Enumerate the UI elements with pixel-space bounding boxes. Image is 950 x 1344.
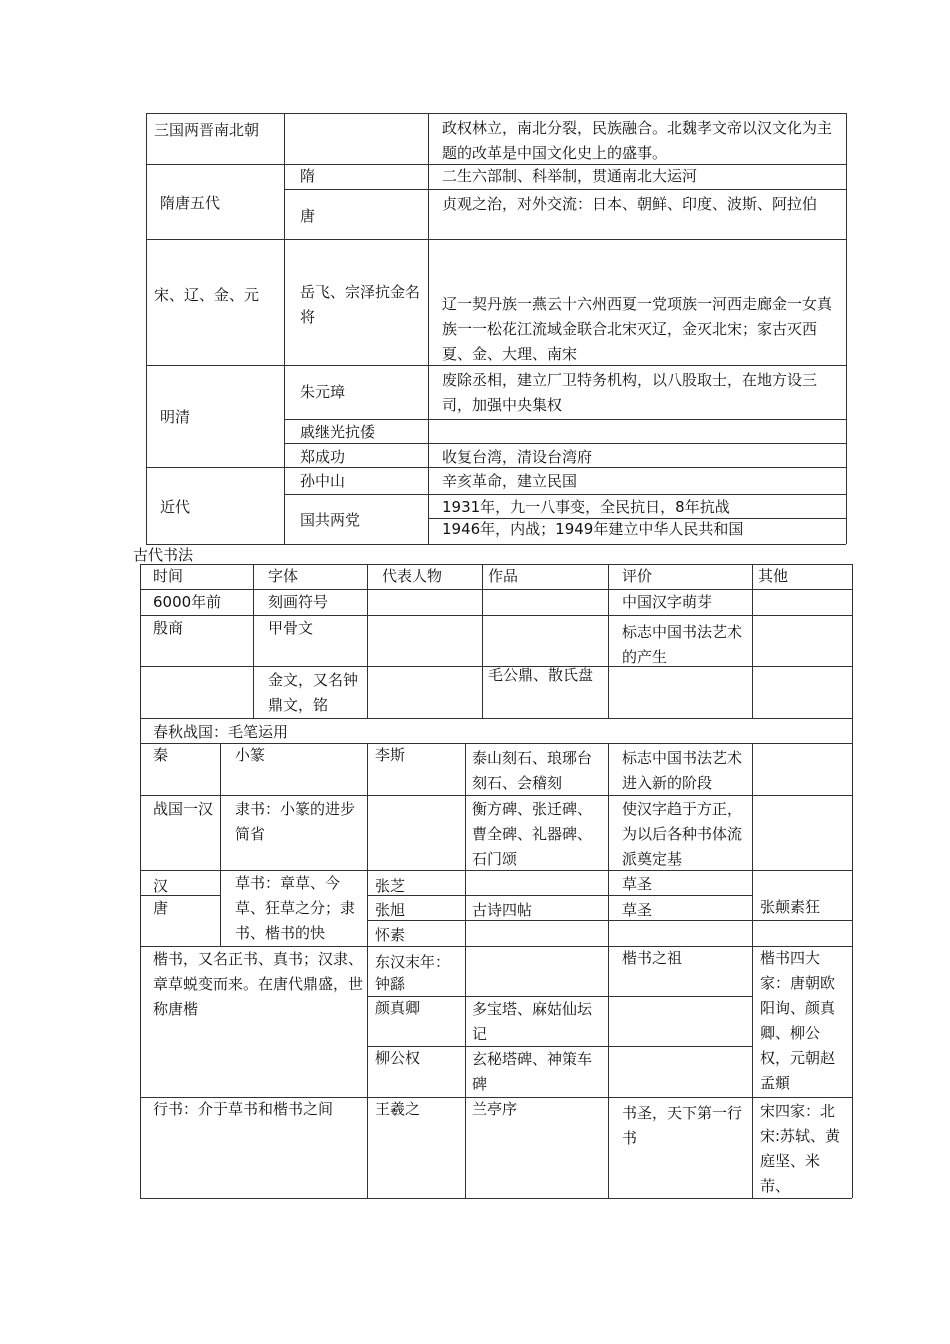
t2-r6-time: 战国一汉 [153, 800, 214, 818]
t2-header-person: 代表人物 [382, 567, 443, 585]
t2-header-other: 其他 [758, 567, 789, 585]
t2-header-eval: 评价 [622, 567, 653, 585]
t2-r3-works: 毛公鼎、散氏盘 [488, 666, 594, 684]
t2-r8-other: 楷书四大家：唐朝欧阳询、颜真卿、柳公权，元朝赵孟頫 [760, 949, 836, 1092]
t2-r9-eval: 书圣，天下第一行书 [622, 1104, 743, 1147]
t2-r9-other: 宋四家：北宋:苏轼、黄庭坚、米芾、 [760, 1102, 841, 1195]
t1-desc-guogong-2: 1946年，内战；1949年建立中华人民共和国 [442, 520, 744, 538]
t2-r7-eval-2: 草圣 [622, 901, 653, 919]
t1-name-sunzhongshan: 孙中山 [300, 472, 346, 490]
t2-r7-person-2: 张旭 [375, 901, 406, 919]
t2-r6-works: 衡方碑、张迁碑、曹全碑、礼器碑、石门颂 [472, 800, 593, 868]
t1-desc-sanguo: 政权林立，南北分裂，民族融合。北魏孝文帝以汉文化为主题的改革是中国文化史上的盛事。 [442, 119, 833, 162]
t2-header-works: 作品 [488, 567, 519, 585]
t2-r2-time: 殷商 [153, 619, 184, 637]
t1-desc-sunzhongshan: 辛亥革命，建立民国 [442, 472, 578, 490]
t1-name-yuefei: 岳飞、宗泽抗金名将 [300, 283, 421, 326]
t2-r7-font: 草书：章草、今草、狂草之分；隶书、楷书的快 [235, 874, 356, 942]
t2-r9-works: 兰亭序 [472, 1100, 518, 1118]
section-title: 古代书法 [133, 546, 194, 564]
t1-desc-zhuyuanzhang: 废除丞相，建立厂卫特务机构，以八股取士，在地方设三司，加强中央集权 [442, 371, 818, 414]
t2-r1-time: 6000年前 [153, 593, 222, 611]
t1-name-qijiguang: 戚继光抗倭 [300, 423, 376, 441]
t1-name-guogong: 国共两党 [300, 511, 361, 529]
t2-r9-person: 王羲之 [375, 1100, 421, 1118]
t2-r8-desc: 楷书，又名正书、真书；汉隶、章草蜕变而来。在唐代鼎盛，世称唐楷 [153, 950, 364, 1018]
t2-r5-works: 泰山刻石、琅琊台刻石、会稽刻 [472, 749, 593, 792]
t1-name-sui: 隋 [300, 167, 316, 185]
t2-r8-works-2: 多宝塔、麻姑仙坛记 [472, 1000, 593, 1043]
t2-r7-person-3: 怀素 [375, 926, 406, 944]
t1-desc-song: 辽一契丹族一燕云十六州西夏一党项族一河西走廊金一女真族一一松花江流域金联合北宋灭辽，金灭北宋；家古灭西夏、金、大理、南宋 [442, 295, 833, 363]
t1-desc-guogong-1: 1931年，九一八事变，全民抗日，8年抗战 [442, 498, 730, 516]
t1-name-zhengchenggong: 郑成功 [300, 448, 346, 466]
t2-header-time: 时间 [153, 567, 184, 585]
t1-era-jindai: 近代 [160, 498, 191, 516]
t2-r7-works-2: 古诗四帖 [472, 901, 533, 919]
t2-r8-person-1: 东汉末年：钟繇 [375, 953, 451, 993]
t2-r5-font: 小篆 [235, 746, 266, 764]
t2-r2-eval: 标志中国书法艺术的产生 [622, 623, 743, 666]
t1-era-mingqing: 明清 [160, 408, 191, 426]
t1-desc-zhengchenggong: 收复台湾，清设台湾府 [442, 448, 593, 466]
t1-desc-sui: 二生六部制、科举制，贯通南北大运河 [442, 167, 698, 185]
t2-r1-eval: 中国汉字萌芽 [622, 593, 713, 611]
t2-r8-eval-1: 楷书之祖 [622, 949, 683, 967]
t2-r7-eval-1: 草圣 [622, 875, 653, 893]
t2-r7-time-han: 汉 [153, 877, 169, 895]
t2-r3-font: 金文，又名钟鼎文，铭 [268, 671, 359, 714]
t2-r6-eval: 使汉字趋于方正，为以后各种书体流派奠定基 [622, 800, 743, 868]
t2-r8-person-3: 柳公权 [375, 1049, 421, 1067]
t1-desc-tang: 贞观之治，对外交流：日本、朝鲜、印度、波斯、阿拉伯 [442, 195, 818, 213]
t1-era-suitang: 隋唐五代 [160, 194, 221, 212]
t2-r8-person-2: 颜真卿 [375, 999, 421, 1017]
t2-r6-font: 隶书：小篆的进步简省 [235, 800, 356, 843]
t1-era-song: 宋、辽、金、元 [154, 286, 260, 304]
t1-era-sanguo: 三国两晋南北朝 [154, 121, 260, 139]
t2-r2-font: 甲骨文 [268, 619, 314, 637]
t2-r8-works-3: 玄秘塔碑、神策车碑 [472, 1050, 593, 1093]
t1-name-zhuyuanzhang: 朱元璋 [300, 383, 346, 401]
t2-r1-font: 刻画符号 [268, 593, 329, 611]
t2-r4-full: 春秋战国：毛笔运用 [153, 723, 289, 741]
t2-header-font: 字体 [268, 567, 299, 585]
t2-r7-time-tang: 唐 [153, 899, 169, 917]
t1-name-tang: 唐 [300, 207, 316, 225]
t2-r5-time: 秦 [153, 746, 169, 764]
t2-r9-desc: 行书：介于草书和楷书之间 [153, 1100, 334, 1118]
t2-r5-person: 李斯 [375, 746, 406, 764]
t2-r5-eval: 标志中国书法艺术进入新的阶段 [622, 749, 743, 792]
t2-r7-other-2: 张颠素狂 [760, 898, 821, 916]
t2-r7-person-1: 张芝 [375, 877, 406, 895]
